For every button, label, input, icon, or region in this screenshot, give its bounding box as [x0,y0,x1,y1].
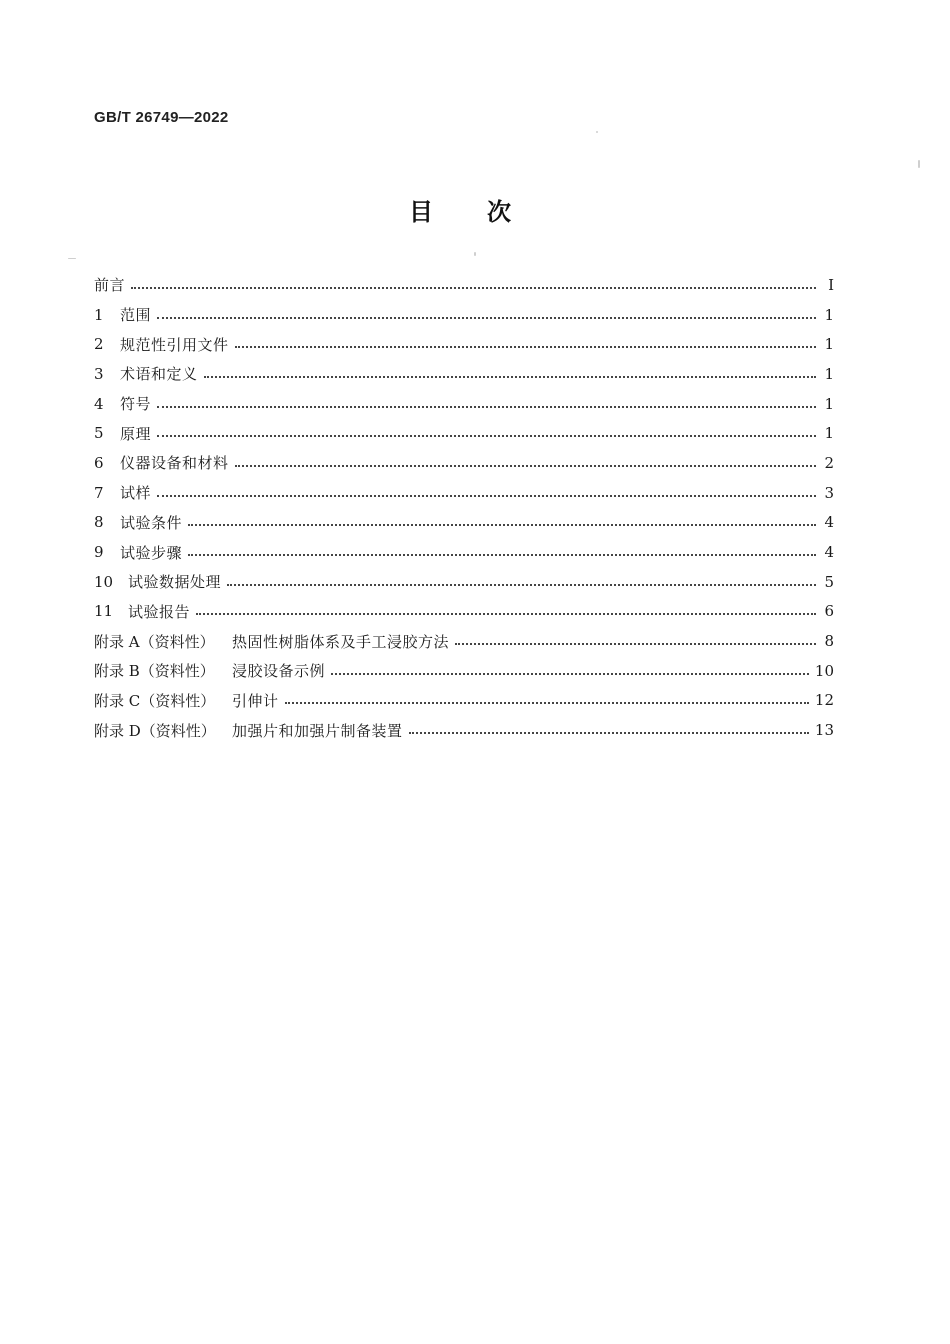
toc-entry-number: 7 [94,483,104,502]
toc-entry-number: 9 [94,543,104,562]
toc-entry-8[interactable] [94,508,834,538]
toc-entry-number: 附录 B（资料性） [94,662,215,681]
toc-entry-title: 术语和定义 [120,365,198,384]
toc-entry-title: 符号 [120,395,152,414]
toc-entry-annex-c[interactable] [94,686,834,716]
toc-leader-dots [157,317,816,319]
toc-entry-5[interactable] [94,418,834,448]
toc-entry-page: 4 [824,513,834,532]
toc-leader-dots [157,435,816,437]
toc-leader-dots [331,673,809,675]
toc-entry-page: 1 [824,335,834,354]
toc-entry-number: 5 [94,424,104,443]
toc-entry-3[interactable] [94,359,834,389]
toc-entry-title: 前言 [94,276,126,295]
page-title: 目次 [409,198,565,226]
toc-entry-1[interactable] [94,300,834,330]
toc-entry-7[interactable] [94,478,834,508]
toc-entry-page: 5 [824,572,834,591]
toc-entry-6[interactable] [94,448,834,478]
toc-entry-foreword[interactable] [94,270,834,300]
toc-leader-dots [227,584,816,586]
toc-entry-2[interactable] [94,329,834,359]
toc-entry-page: Ⅰ [828,275,834,294]
toc-entry-number: 6 [94,453,104,472]
toc-entry-number: 11 [94,602,114,621]
toc-entry-page: 3 [824,483,834,502]
table-of-contents [94,270,834,745]
toc-entry-title: 试验报告 [128,602,191,621]
toc-entry-title: 引伸计 [232,691,279,710]
toc-leader-dots [409,732,809,734]
toc-leader-dots [157,495,816,497]
toc-leader-dots [235,346,816,348]
toc-leader-dots [157,406,816,408]
toc-entry-page: 10 [814,661,834,680]
toc-entry-title: 原理 [120,424,152,443]
toc-entry-10[interactable] [94,567,834,597]
toc-entry-number: 附录 D（资料性） [94,721,216,740]
toc-entry-number: 附录 A（资料性） [94,632,215,651]
scan-speck [68,258,76,259]
toc-entry-title: 试验步骤 [120,543,183,562]
toc-leader-dots [235,465,816,467]
toc-entry-9[interactable] [94,537,834,567]
toc-entry-page: 1 [824,364,834,383]
toc-entry-page: 8 [824,632,834,651]
toc-entry-number: 8 [94,513,104,532]
toc-leader-dots [455,643,816,645]
toc-entry-number: 10 [94,572,114,591]
standard-code: GB/T 26749—2022 [94,109,229,126]
toc-entry-number: 3 [94,364,104,383]
toc-entry-title: 规范性引用文件 [120,335,229,354]
toc-entry-title: 浸胶设备示例 [232,662,326,681]
toc-leader-dots [131,287,816,289]
toc-entry-page: 4 [824,543,834,562]
toc-entry-title: 仪器设备和材料 [120,454,229,473]
toc-entry-page: 1 [824,424,834,443]
toc-entry-title: 试验数据处理 [128,573,222,592]
toc-entry-11[interactable] [94,597,834,627]
toc-entry-4[interactable] [94,389,834,419]
toc-entry-page: 6 [824,602,834,621]
toc-entry-page: 1 [824,394,834,413]
toc-entry-page: 13 [814,721,834,740]
toc-entry-annex-b[interactable] [94,656,834,686]
toc-entry-annex-a[interactable] [94,626,834,656]
toc-leader-dots [204,376,816,378]
toc-leader-dots [196,613,816,615]
scan-speck [474,252,476,256]
toc-leader-dots [188,524,816,526]
toc-entry-number: 附录 C（资料性） [94,691,216,710]
toc-entry-title: 试样 [120,484,152,503]
toc-entry-annex-d[interactable] [94,715,834,745]
toc-entry-page: 2 [824,453,834,472]
toc-entry-page: 12 [814,691,834,710]
toc-leader-dots [188,554,816,556]
toc-entry-title: 加强片和加强片制备装置 [232,721,403,740]
toc-entry-number: 4 [94,394,104,413]
toc-entry-title: 范围 [120,306,152,325]
scan-speck [596,131,598,133]
toc-entry-page: 1 [824,305,834,324]
toc-entry-number: 1 [94,305,104,324]
toc-entry-number: 2 [94,335,104,354]
toc-leader-dots [285,702,809,704]
toc-entry-title: 试验条件 [120,513,183,532]
scan-speck [918,160,920,168]
toc-entry-title: 热固性树脂体系及手工浸胶方法 [232,632,450,651]
